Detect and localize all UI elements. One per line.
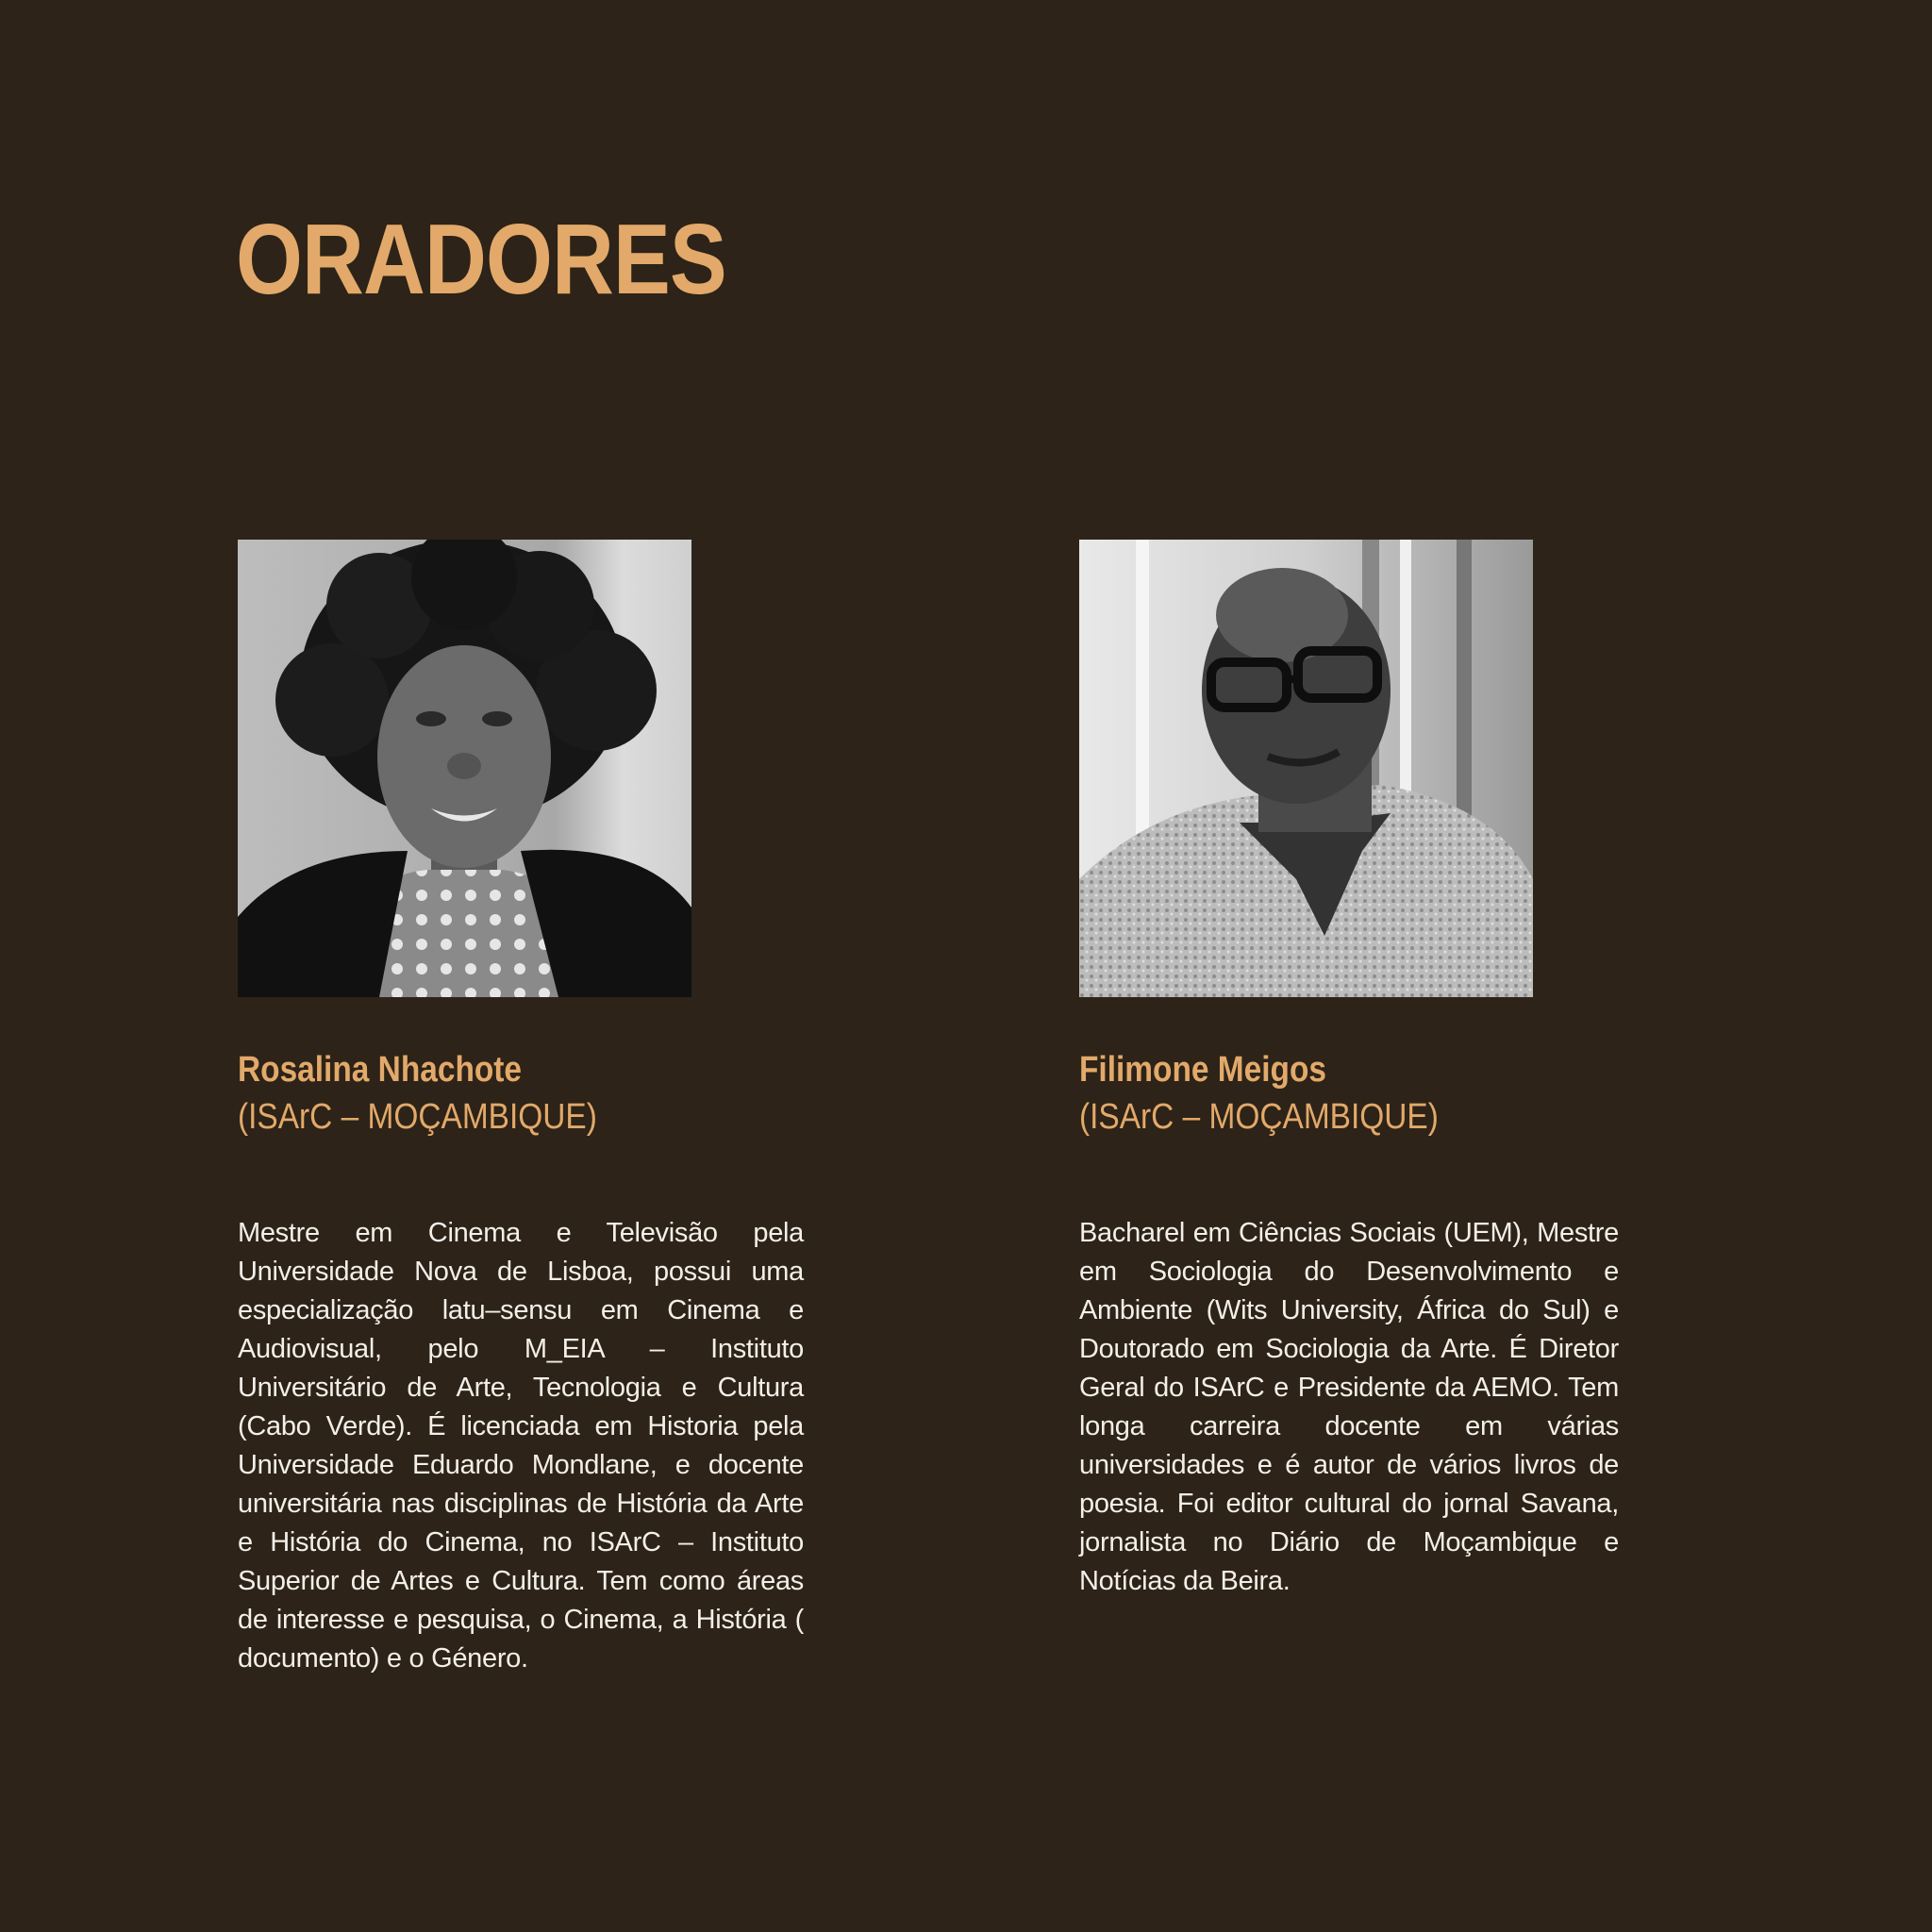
speaker-name: Rosalina Nhachote (238, 1050, 523, 1090)
portrait-man-image (1079, 540, 1533, 997)
speaker-affiliation: (ISArC – MOÇAMBIQUE) (1079, 1097, 1439, 1137)
speaker-photo (238, 540, 691, 997)
speaker-photo (1079, 540, 1533, 997)
page-title: ORADORES (236, 204, 726, 315)
speaker-bio: Mestre em Cinema e Televisão pela Universidade Nova de Lisboa, possui uma especialização latu–sensu em Cinema e Audiovisual, pelo M_EIA – Instituto Universitário de Arte, Tecnologia e Cultura (Cabo Verde). É licenciada em Historia pela Universidade Eduardo Mondlane, e docente universitária nas disciplinas de História da Arte e História do Cinema, no ISArC – Instituto Superior de Artes e Cultura. Tem como áreas de interesse e pesquisa, o Cinema, a História ( documento) e o Género. (238, 1218, 804, 1674)
speaker-card (1079, 540, 1619, 1601)
speaker-name: Filimone Meigos (1079, 1050, 1326, 1090)
speaker-bio: Bacharel em Ciências Sociais (UEM), Mestre em Sociologia do Desenvolvimento e Ambiente (Wits University, África do Sul) e Doutorado em Sociologia da Arte. É Diretor Geral do ISArC e Presidente da AEMO. Tem longa carreira docente em várias universidades e é autor de vários livros de poesia. Foi editor cultural do jornal Savana, jornalista no Diário de Moçambique e Notícias da Beira. (1079, 1218, 1619, 1596)
speaker-affiliation: (ISArC – MOÇAMBIQUE) (238, 1097, 597, 1137)
portrait-woman-image (238, 540, 691, 997)
speaker-card (238, 540, 804, 1678)
